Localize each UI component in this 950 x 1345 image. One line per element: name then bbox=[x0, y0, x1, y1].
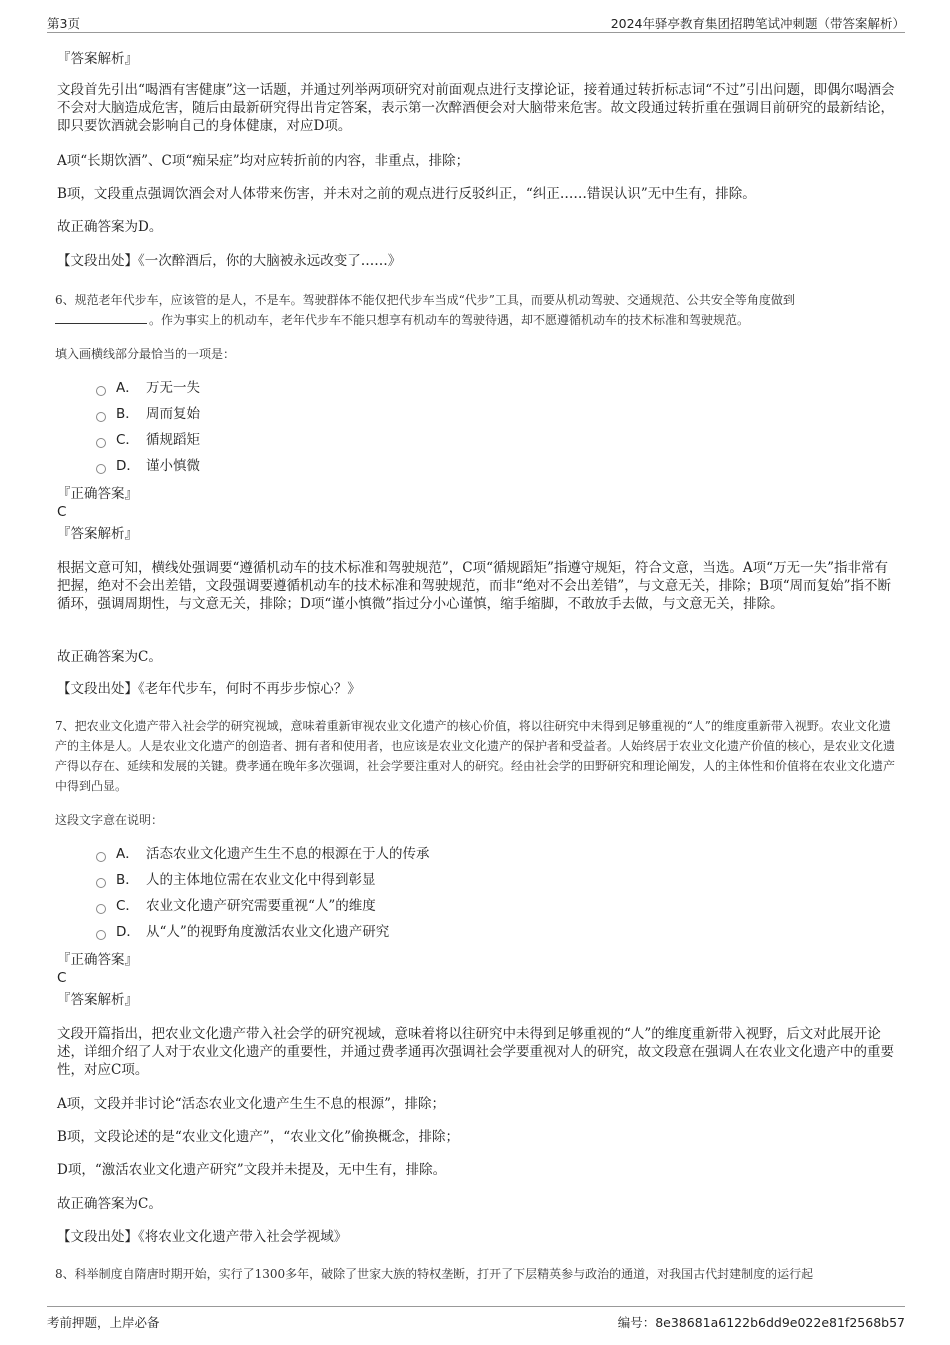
radio-icon[interactable] bbox=[96, 852, 106, 862]
q5-answer-line: 故正确答案为D。 bbox=[57, 219, 163, 235]
q7-stem: 7、把农业文化遗产带入社会学的研究视域，意味着重新审视农业文化遗产的核心价值，将以往研究中未得到足够重视的“人”的维度重新带入视野。农业文化遗产的主体是人。人是农业文化遗产的创造者、拥有者和使用者，也应该是农业文化遗产的保护者和受益者。人始终居于农业文化遗产价值的核心，是农业文化遗产得以存在、延续和发展的关键。费孝通在晚年多次强调，社会学要注重对人的研究。经由社会学的田野研究和理论阐发，人的主体性和价值将在农业文化遗产中得到凸显。 bbox=[55, 719, 896, 793]
q5-analysis-p1: 文段首先引出“喝酒有害健康”这一话题，并通过列举两项研究对前面观点进行支撑论证，接着通过转折标志词“不过”引出问题，即偶尔喝酒会不会对大脑造成危害，随后由最新研究得出肯定答案，表示第一次醉酒便会对大脑带来危害。故文段通过转折重在强调目前研究的最新结论，即只要饮酒就会影响自己的身体健康，对应D项。 bbox=[57, 82, 895, 134]
page-header bbox=[47, 12, 905, 33]
q6-analysis-label: 『答案解析』 bbox=[57, 526, 138, 542]
q7-option-a[interactable] bbox=[96, 844, 430, 864]
radio-icon[interactable] bbox=[96, 930, 106, 940]
option-text: 从“人”的视野角度激活农业文化遗产研究 bbox=[146, 924, 390, 940]
q8-stem: 8、科举制度自隋唐时期开始，实行了1300多年，破除了世家大族的特权垄断，打开了下层精英参与政治的通道，对我国古代封建制度的运行起 bbox=[55, 1267, 814, 1281]
option-text: 活态农业文化遗产生生不息的根源在于人的传承 bbox=[146, 846, 430, 862]
option-text: 周而复始 bbox=[146, 406, 200, 422]
option-letter: C． bbox=[116, 898, 139, 914]
q6-answer: C bbox=[57, 504, 67, 520]
option-letter: D． bbox=[116, 458, 140, 474]
q7-answer-line: 故正确答案为C。 bbox=[57, 1196, 162, 1212]
q6-analysis-p1: 根据文意可知，横线处强调要“遵循机动车的技术标准和驾驶规范”，C项“循规蹈矩”指遵守规矩，符合文意，当选。A项“万无一失”指非常有把握，绝对不会出差错，文段强调要遵循机动车的技术标准和驾驶规范，而非“绝对不会出差错”，与文意无关，排除；B项“周而复始”指不断循环，强调周期性，与文意无关，排除；D项“谨小慎微”指过分小心谨慎，缩手缩脚，不敢放手去做，与文意无关，排除。 bbox=[57, 560, 892, 612]
page-number: 第3页 bbox=[47, 16, 80, 31]
q6-fill-blank bbox=[55, 311, 147, 324]
option-text: 循规蹈矩 bbox=[146, 432, 200, 448]
option-letter: B． bbox=[116, 872, 139, 888]
option-letter: D． bbox=[116, 924, 140, 940]
document-title: 2024年驿亭教育集团招聘笔试冲刺题（带答案解析） bbox=[610, 16, 905, 31]
q6-option-a[interactable] bbox=[96, 378, 200, 398]
option-text: 人的主体地位需在农业文化中得到彰显 bbox=[146, 872, 376, 888]
radio-icon[interactable] bbox=[96, 904, 106, 914]
q6-stem bbox=[55, 290, 900, 330]
page-footer bbox=[47, 1306, 905, 1333]
q7-analysis-p4: D项，“激活农业文化遗产研究”文段并未提及，无中生有，排除。 bbox=[57, 1162, 447, 1178]
option-text: 万无一失 bbox=[146, 380, 200, 396]
option-letter: C． bbox=[116, 432, 139, 448]
q5-source: 【文段出处】《一次醉酒后，你的大脑被永远改变了……》 bbox=[57, 253, 402, 269]
q5-analysis-label: 『答案解析』 bbox=[57, 51, 138, 67]
radio-icon[interactable] bbox=[96, 386, 106, 396]
option-letter: A． bbox=[116, 380, 139, 396]
q5-analysis-p2: A项“长期饮酒”、C项“痴呆症”均对应转折前的内容，非重点，排除； bbox=[57, 153, 470, 169]
q6-option-b[interactable] bbox=[96, 404, 200, 424]
q7-source: 【文段出处】《将农业文化遗产带入社会学视域》 bbox=[57, 1229, 348, 1245]
q6-stem-part2: 。作为事实上的机动车，老年代步车不能只想享有机动车的驾驶待遇，却不愿遵循机动车的技术标准和驾驶规范。 bbox=[149, 313, 750, 327]
option-text: 农业文化遗产研究需要重视“人”的维度 bbox=[146, 898, 376, 914]
q6-prompt: 填入画横线部分最恰当的一项是： bbox=[55, 347, 236, 361]
q6-option-c[interactable] bbox=[96, 430, 200, 450]
q6-source: 【文段出处】《老年代步车，何时不再步步惊心？》 bbox=[57, 681, 361, 697]
q7-answer: C bbox=[57, 970, 67, 986]
q6-answer-line: 故正确答案为C。 bbox=[57, 649, 162, 665]
q7-option-c[interactable] bbox=[96, 896, 376, 916]
option-text: 谨小慎微 bbox=[146, 458, 200, 474]
q6-answer-label: 『正确答案』 bbox=[57, 486, 138, 502]
q7-analysis-label: 『答案解析』 bbox=[57, 992, 138, 1008]
q7-answer-label: 『正确答案』 bbox=[57, 952, 138, 968]
q7-analysis-p1: 文段开篇指出，把农业文化遗产带入社会学的研究视域，意味着将以往研究中未得到足够重视的“人”的维度重新带入视野，后文对此展开论述，详细介绍了人对于农业文化遗产的重要性，并通过费孝通再次强调社会学要重视对人的研究，故文段意在强调人在农业文化遗产中的重要性，对应C项。 bbox=[57, 1026, 894, 1078]
footer-slogan: 考前押题，上岸必备 bbox=[47, 1315, 160, 1330]
radio-icon[interactable] bbox=[96, 878, 106, 888]
q7-analysis-p2: A项，文段并非讨论“活态农业文化遗产生生不息的根源”，排除； bbox=[57, 1096, 446, 1112]
q6-stem-part1: 6、规范老年代步车，应该管的是人，不是车。驾驶群体不能仅把代步车当成“代步”工具，而要从机动驾驶、交通规范、公共安全等角度做到 bbox=[55, 293, 795, 307]
radio-icon[interactable] bbox=[96, 464, 106, 474]
q7-prompt: 这段文字意在说明： bbox=[55, 813, 164, 827]
q7-analysis-p3: B项，文段论述的是“农业文化遗产”，“农业文化”偷换概念，排除； bbox=[57, 1129, 460, 1145]
q7-option-b[interactable] bbox=[96, 870, 376, 890]
option-letter: A． bbox=[116, 846, 139, 862]
q6-option-d[interactable] bbox=[96, 456, 200, 476]
q5-analysis-p3: B项，文段重点强调饮酒会对人体带来伤害，并未对之前的观点进行反驳纠正，“纠正……错误认识”无中生有，排除。 bbox=[57, 186, 756, 202]
radio-icon[interactable] bbox=[96, 412, 106, 422]
radio-icon[interactable] bbox=[96, 438, 106, 448]
document-code: 编号：8e38681a6122b6dd9e022e81f2568b57 bbox=[617, 1315, 905, 1330]
option-letter: B． bbox=[116, 406, 139, 422]
q7-option-d[interactable] bbox=[96, 922, 389, 942]
